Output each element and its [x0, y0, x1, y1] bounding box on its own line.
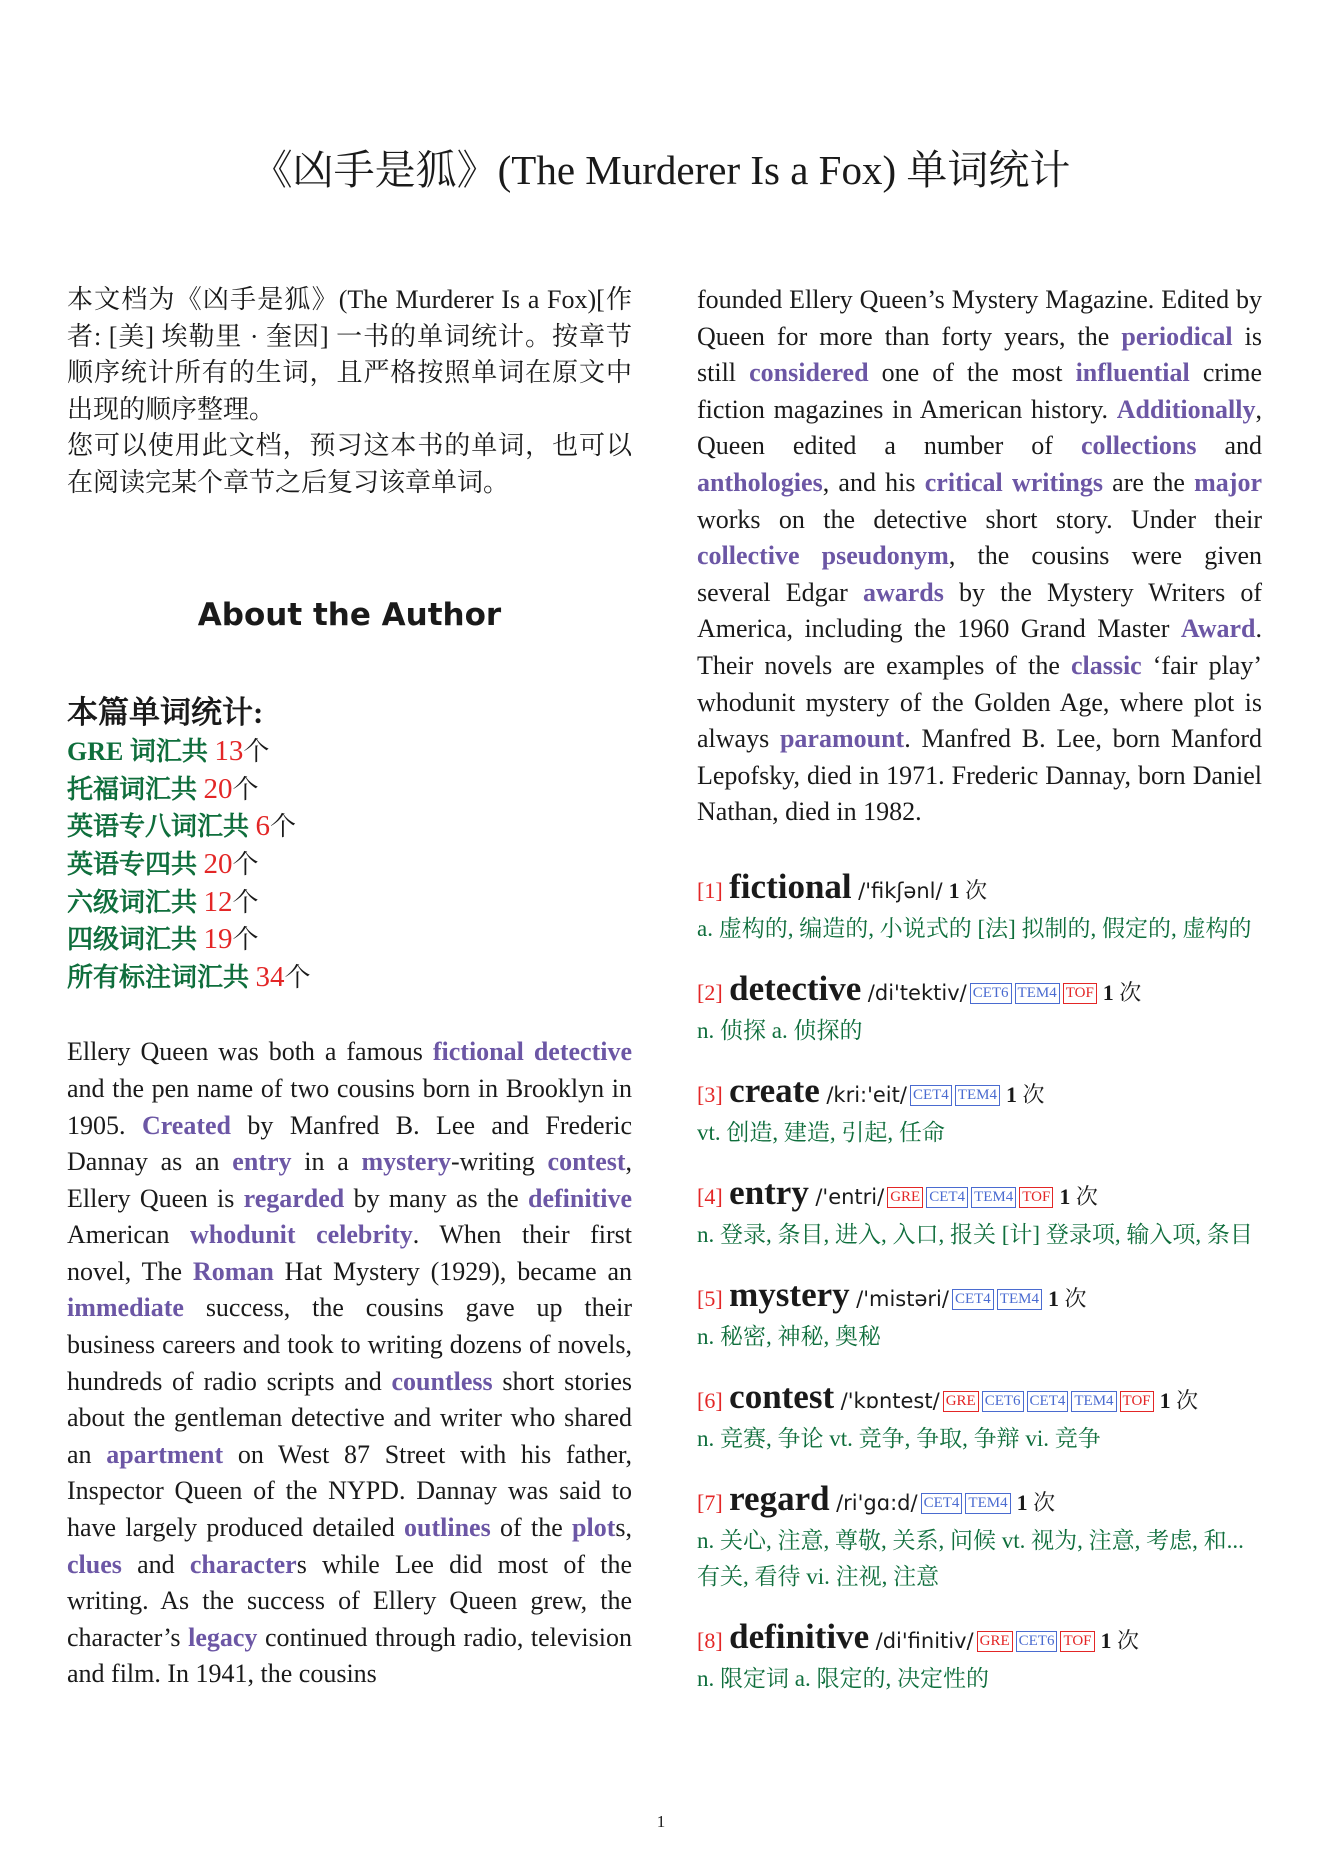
page-number: 1 [656, 1812, 666, 1831]
entry-definition: n. 竞赛, 争论 vt. 竞争, 争取, 争辩 vi. 竞争 [697, 1425, 1101, 1451]
entry-definition: n. 侦探 a. 侦探的 [697, 1017, 863, 1043]
entry-index: [5] [697, 1285, 723, 1311]
entry-index: [8] [697, 1627, 723, 1653]
entry-word: create [729, 1070, 820, 1110]
entry-definition: vt. 创造, 建造, 引起, 任命 [697, 1119, 945, 1145]
highlighted-word: character [189, 1549, 297, 1579]
right-column [697, 282, 1262, 1697]
stat-all: 所有标注词汇共 34个 [67, 960, 311, 993]
stat-gre: GRE 词汇共 13个 [67, 735, 270, 768]
entry-definition: n. 关心, 注意, 尊敬, 关系, 问候 vt. 视为, 注意, 考虑, 和...有关, 看待 vi. 注视, 注意 [697, 1527, 1244, 1589]
tag-badge: CET4 [921, 1493, 963, 1514]
highlighted-word: celebrity [316, 1220, 413, 1250]
tag-badge: CET6 [970, 983, 1012, 1004]
vocab-entry [697, 1617, 1262, 1697]
entry-word: detective [729, 968, 862, 1008]
tag-badge: GRE [977, 1631, 1013, 1652]
highlighted-word: classic [1070, 650, 1142, 680]
tag-badge: CET4 [1027, 1391, 1069, 1412]
highlighted-word: clues [67, 1549, 122, 1579]
entry-word: entry [729, 1172, 809, 1212]
stat-toefl: 托福词汇共 20个 [67, 772, 259, 805]
vocab-entry [697, 1275, 1262, 1355]
highlighted-word: whodunit [190, 1220, 296, 1250]
highlighted-word: detective [533, 1037, 633, 1067]
tag-badge: TOF [1120, 1391, 1154, 1412]
highlighted-word: collective [697, 541, 800, 571]
highlighted-word: fictional [432, 1037, 524, 1067]
entry-phonetic: /'entri/ [815, 1184, 885, 1209]
tag-badge: TEM4 [997, 1289, 1042, 1310]
entry-word: regard [729, 1478, 830, 1518]
entry-index: [6] [697, 1387, 723, 1413]
stats-heading: 本篇单词统计: [67, 695, 264, 731]
highlighted-word: countless [391, 1366, 493, 1396]
tag-badge: TOF [1063, 983, 1097, 1004]
tag-badge: GRE [887, 1187, 923, 1208]
tag-badge: TEM4 [955, 1085, 1000, 1106]
entry-count: 1 次 [948, 877, 988, 903]
tag-badge: TEM4 [971, 1187, 1016, 1208]
entry-definition: n. 秘密, 神秘, 奥秘 [697, 1323, 881, 1349]
story-paragraph: Ellery Queen was both a famous fictional detective and the pen name of two cousins born in Brooklyn in 1905. Created by Manfred B. Lee and Frederic Dannay as an entry in a mystery-writing contest, Ellery Queen is regarded by many as the definitive American whodunit celebrity. When their first novel, The Roman Hat Mystery (1929), became an immediate success, the cousins gave up their business careers and took to writing dozens of novels, hundreds of radio scripts and countless short stories about the gentleman detective and writer who shared an apartment on West 87 Street with his father, Inspector Queen of the NYPD. Dannay was said to have largely produced detailed outlines of the plots, clues and characters while Lee did most of the writing. As the success of Ellery Queen grew, the character’s legacy continued through radio, television and film. In 1941, the cousins [67, 1037, 633, 1689]
intro-paragraph: 您可以使用此文档，预习这本书的单词，也可以在阅读完某个章节之后复习该章单词。 [67, 431, 632, 497]
tag-badge: CET4 [910, 1085, 952, 1106]
entry-index: [4] [697, 1183, 723, 1209]
highlighted-word: apartment [106, 1439, 224, 1469]
entry-count: 1 次 [1102, 979, 1142, 1005]
story-paragraph-continued: founded Ellery Queen’s Mystery Magazine. Edited by Queen for more than forty years, the periodical is still considered one of the most influential crime fiction magazines in American history. Additionally, Queen edited a number of collections and anthologies, and his critical writings are the major works on the detective short story. Under their collective pseudonym, the cousins were given several Edgar awards by the Mystery Writers of America, including the 1960 Grand Master Award. Their novels are examples of the classic ‘fair play’ whodunit mystery of the Golden Age, where plot is always paramount. Manfred B. Lee, born Manford Lepofsky, died in 1971. Frederic Dannay, born Daniel Nathan, died in 1982. [697, 285, 1263, 827]
highlighted-word: entry [232, 1147, 292, 1177]
tag-badge: TEM4 [965, 1493, 1010, 1514]
entry-index: [1] [697, 877, 723, 903]
entry-count: 1 次 [1016, 1489, 1056, 1515]
entry-phonetic: /di'tektiv/ [867, 980, 967, 1005]
tag-badge: TEM4 [1015, 983, 1060, 1004]
highlighted-word: influential [1075, 358, 1190, 388]
highlighted-word: anthologies [697, 467, 823, 497]
tag-badge: CET6 [1016, 1631, 1058, 1652]
highlighted-word: mystery [361, 1147, 452, 1177]
tag-badge: TOF [1019, 1187, 1053, 1208]
word-stats [67, 693, 632, 996]
highlighted-word: awards [862, 577, 944, 607]
intro-paragraph: 本文档为《凶手是狐》(The Murderer Is a Fox)[作者: [美] 埃勒里 · 奎因] 一书的单词统计。按章节顺序统计所有的生词，且严格按照单词在原文中出现的顺序整理。 [67, 285, 632, 424]
vocab-list [697, 867, 1262, 1697]
vocab-entry [697, 867, 1262, 947]
highlighted-word: Award [1180, 614, 1256, 644]
entry-phonetic: /di'finitiv/ [875, 1628, 974, 1653]
intro [67, 282, 632, 502]
entry-word: contest [729, 1376, 835, 1416]
entry-phonetic: /'fikʃənl/ [858, 878, 943, 903]
highlighted-word: pseudonym [821, 541, 949, 571]
entry-phonetic: /kri:'eit/ [826, 1082, 907, 1107]
highlighted-word: periodical [1121, 321, 1233, 351]
entry-word: definitive [729, 1616, 870, 1656]
highlighted-word: regarded [243, 1183, 345, 1213]
entry-count: 1 次 [1005, 1081, 1045, 1107]
highlighted-word: major [1194, 467, 1262, 497]
stat-cet4: 四级词汇共 19个 [67, 923, 259, 956]
highlighted-word: immediate [67, 1293, 184, 1323]
entry-definition: n. 登录, 条目, 进入, 入口, 报关 [计] 登录项, 输入项, 条目 [697, 1221, 1253, 1247]
entry-definition: n. 限定词 a. 限定的, 决定性的 [697, 1665, 989, 1691]
tag-badge: TOF [1060, 1631, 1094, 1652]
tag-badge: CET6 [982, 1391, 1024, 1412]
left-column [67, 282, 632, 1693]
vocab-entry [697, 969, 1262, 1049]
highlighted-word: Created [141, 1110, 231, 1140]
tag-badge: CET4 [926, 1187, 968, 1208]
highlighted-word: Additionally [1116, 394, 1256, 424]
section-title: About the Author [197, 596, 502, 633]
entry-phonetic: /'mistəri/ [856, 1286, 949, 1311]
highlighted-word: definitive [528, 1183, 632, 1213]
entry-index: [7] [697, 1489, 723, 1515]
vocab-entry [697, 1377, 1262, 1457]
page-title: 《凶手是狐》(The Murderer Is a Fox) 单词统计 [251, 147, 1071, 193]
vocab-entry [697, 1479, 1262, 1595]
highlighted-word: contest [547, 1147, 626, 1177]
entry-count: 1 次 [1100, 1627, 1140, 1653]
tag-badge: CET4 [952, 1289, 994, 1310]
entry-index: [2] [697, 979, 723, 1005]
highlighted-word: considered [749, 358, 869, 388]
vocab-entry [697, 1173, 1262, 1253]
highlighted-word: writings [1011, 467, 1103, 497]
entry-count: 1 次 [1159, 1387, 1199, 1413]
entry-phonetic: /'kɒntest/ [840, 1388, 940, 1413]
entry-word: fictional [729, 866, 852, 906]
tag-badge: GRE [943, 1391, 979, 1412]
stat-tem4: 英语专四共 20个 [67, 847, 259, 880]
highlighted-word: paramount [779, 724, 905, 754]
entry-count: 1 次 [1047, 1285, 1087, 1311]
entry-definition: a. 虚构的, 编造的, 小说式的 [法] 拟制的, 假定的, 虚构的 [697, 915, 1252, 941]
vocab-entry [697, 1071, 1262, 1151]
entry-phonetic: /ri'gɑ:d/ [836, 1490, 918, 1515]
highlighted-word: collections [1080, 431, 1197, 461]
entry-index: [3] [697, 1081, 723, 1107]
highlighted-word: Roman [192, 1256, 274, 1286]
entry-count: 1 次 [1059, 1183, 1098, 1209]
highlighted-word: legacy [188, 1622, 258, 1652]
tag-badge: TEM4 [1071, 1391, 1116, 1412]
stat-tem8: 英语专八词汇共 6个 [67, 810, 297, 843]
highlighted-word: plot [572, 1513, 616, 1543]
highlighted-word: outlines [404, 1513, 491, 1543]
entry-word: mystery [729, 1274, 850, 1314]
stat-cet6: 六级词汇共 12个 [67, 885, 259, 918]
highlighted-word: critical [924, 467, 1003, 497]
